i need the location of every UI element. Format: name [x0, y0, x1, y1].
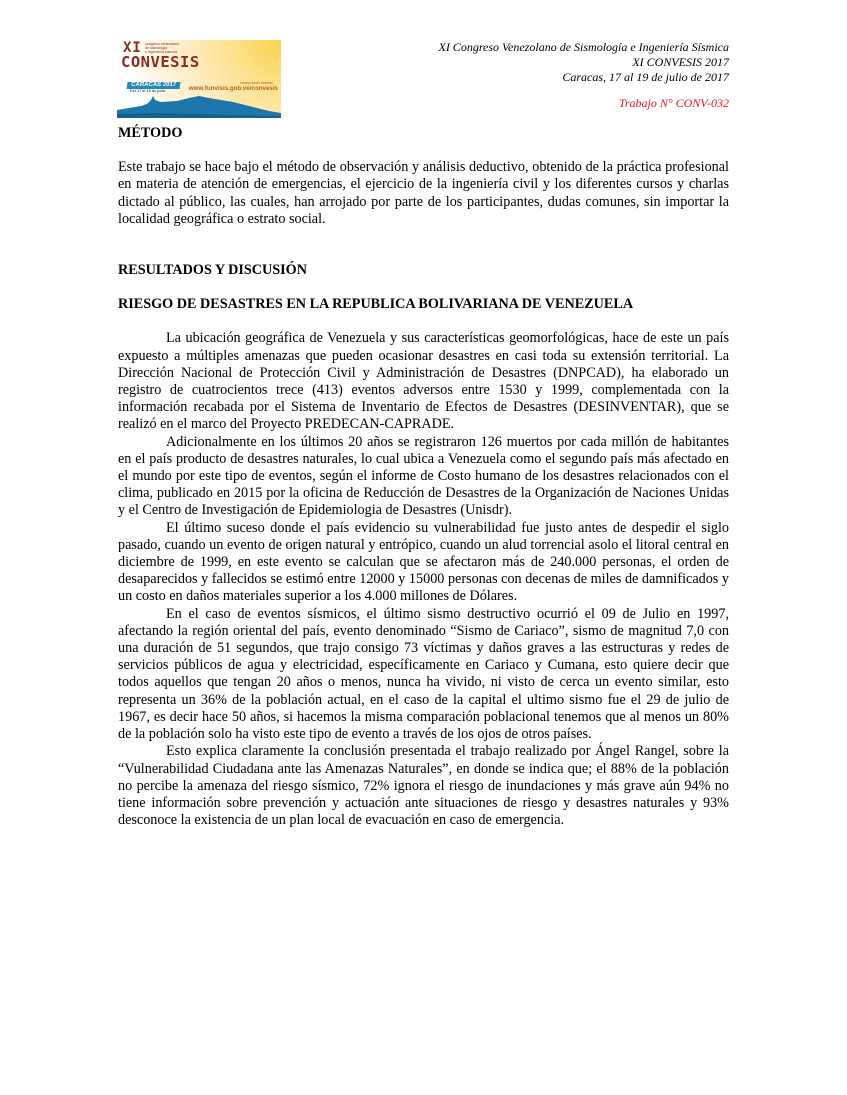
body-paragraph: Adicionalmente en los últimos 20 años se registraron 126 muertos por cada millón de habitantes en el país producto de desastres naturales, lo cual ubica a Venezuela como el segundo país más afectado en el mundo por este tipo de eventos, según el informe de Costo humano de los desastres relacionados con el clima, publicado en 2015 por la oficina de Reducción de Desastres de la Organización de Naciones Unidas y el Centro de Investigación de Epidemiologia de Desastres (Unisdr).	[118, 433, 729, 519]
conference-location-date: Caracas, 17 al 19 de julio de 2017	[562, 70, 729, 84]
logo-subtitle-line: congreso venezolano	[145, 42, 180, 46]
body-paragraph: Esto explica claramente la conclusión presentada el trabajo realizado por Ángel Rangel, sobre la “Vulnerabilidad Ciudadana ante las Amenazas Naturales”, en donde se indica que; el 88% de la población no percibe la amenaza del riesgo sísmico, 72% ignora el riesgo de inundaciones y más grave aún 94% no tiene información sobre prevención y actuación ante situaciones de riesgo y desastres naturales y 93% desconoce la existencia de un plan local de evacuación en caso de emergencia.	[118, 743, 729, 829]
logo-edition: XI	[123, 40, 142, 56]
conference-edition: XI CONVESIS 2017	[632, 55, 729, 69]
metodo-paragraph: Este trabajo se hace bajo el método de observación y análisis deductivo, obtenido de la práctica profesional en materia de atención de emergencias, el ejercicio de la ingeniería civil y los diferentes cursos y charlas dictado al público, las cuales, han arrojado por parte de los participantes, dudas comunes, sin importar la localidad geográfica o estrato social.	[118, 159, 729, 227]
logo-name: CONVESIS	[121, 53, 200, 71]
logo-subtitle-line: e ingeniería sísmica	[145, 50, 177, 54]
logo-city-badge: CARACAS 2017	[127, 82, 181, 89]
subsection-heading-riesgo: RIESGO DE DESASTRES EN LA REPUBLICA BOLIVARIANA DE VENEZUELA	[118, 296, 634, 313]
body-paragraph: En el caso de eventos sísmicos, el último sismo destructivo ocurrió el 09 de Julio en 1997, afectando la región oriental del país, evento denominado “Sismo de Cariaco”, sismo de magnitud 7,0 con una duración de 51 segundos, que trajo consigo 73 víctimas y daños graves a las estructuras y redes de servicios públicos de agua y electricidad, específicamente en Cariaco y Cumana, esto quiere decir que todos aquellos que tengan 20 años o menos, nunca ha vivido, ni visto de cerca un evento similar, esto representa un 36% de la población actual, en el caso de la capital el ultimo sismo fue el 29 de julio de 1967, es decir hace 50 años, si hacemos la misma comparación poblacional tenemos que al menos un 80% de la población solo ha visto este tipo de evento a través de los ojos de otros países.	[118, 605, 729, 743]
logo-subtitle-line: de sismología	[145, 46, 168, 50]
mountain-silhouette-icon	[117, 92, 281, 118]
conference-title: XI Congreso Venezolano de Sismología e Ingeniería Sísmica	[438, 40, 729, 54]
section-heading-metodo: MÉTODO	[118, 125, 183, 141]
logo-dates: Del 17 al 19 de julio	[130, 89, 166, 93]
body-paragraph: La ubicación geográfica de Venezuela y sus características geomorfológicas, hace de este un país expuesto a múltiples amenazas que pueden ocasionar desastres en casi toda su extensión territorial. La Dirección Nacional de Protección Civil y Administración de Desastres (DNPCAD), ha elaborado un registro de cuatrocientos trece (413) eventos adversos entre 1530 y 1999, complementada con la información recabada por el Sistema de Inventario de Efectos de Desastres (DESINVENTAR), que se realizó en el marco del Proyecto PREDECAN-CAPRADE.	[118, 330, 729, 433]
document-body	[118, 125, 729, 829]
logo-registration: Inscripciones abiertas	[240, 81, 273, 85]
conference-header	[438, 40, 729, 85]
paper-number: Trabajo N° CONV-032	[618, 96, 729, 110]
section-heading-resultados: RESULTADOS Y DISCUSIÓN	[118, 262, 307, 279]
logo-url: www.funvisis.gob.ve/convesis	[188, 85, 278, 92]
convesis-logo	[117, 40, 281, 118]
body-paragraph: El último suceso donde el país evidencio su vulnerabilidad fue justo antes de despedir el siglo pasado, cuando un evento de origen natural y entrópico, cuando un alud torrencial asolo el litoral central en diciembre de 1999, en este evento se calculan que se afectaron más de 240.000 personas, el orden de desaparecidos y fallecidos se estimó entre 12000 y 15000 personas con decenas de miles de damnificados y un costo en daños materiales superior a los 4.000 millones de Dólares.	[118, 519, 729, 605]
